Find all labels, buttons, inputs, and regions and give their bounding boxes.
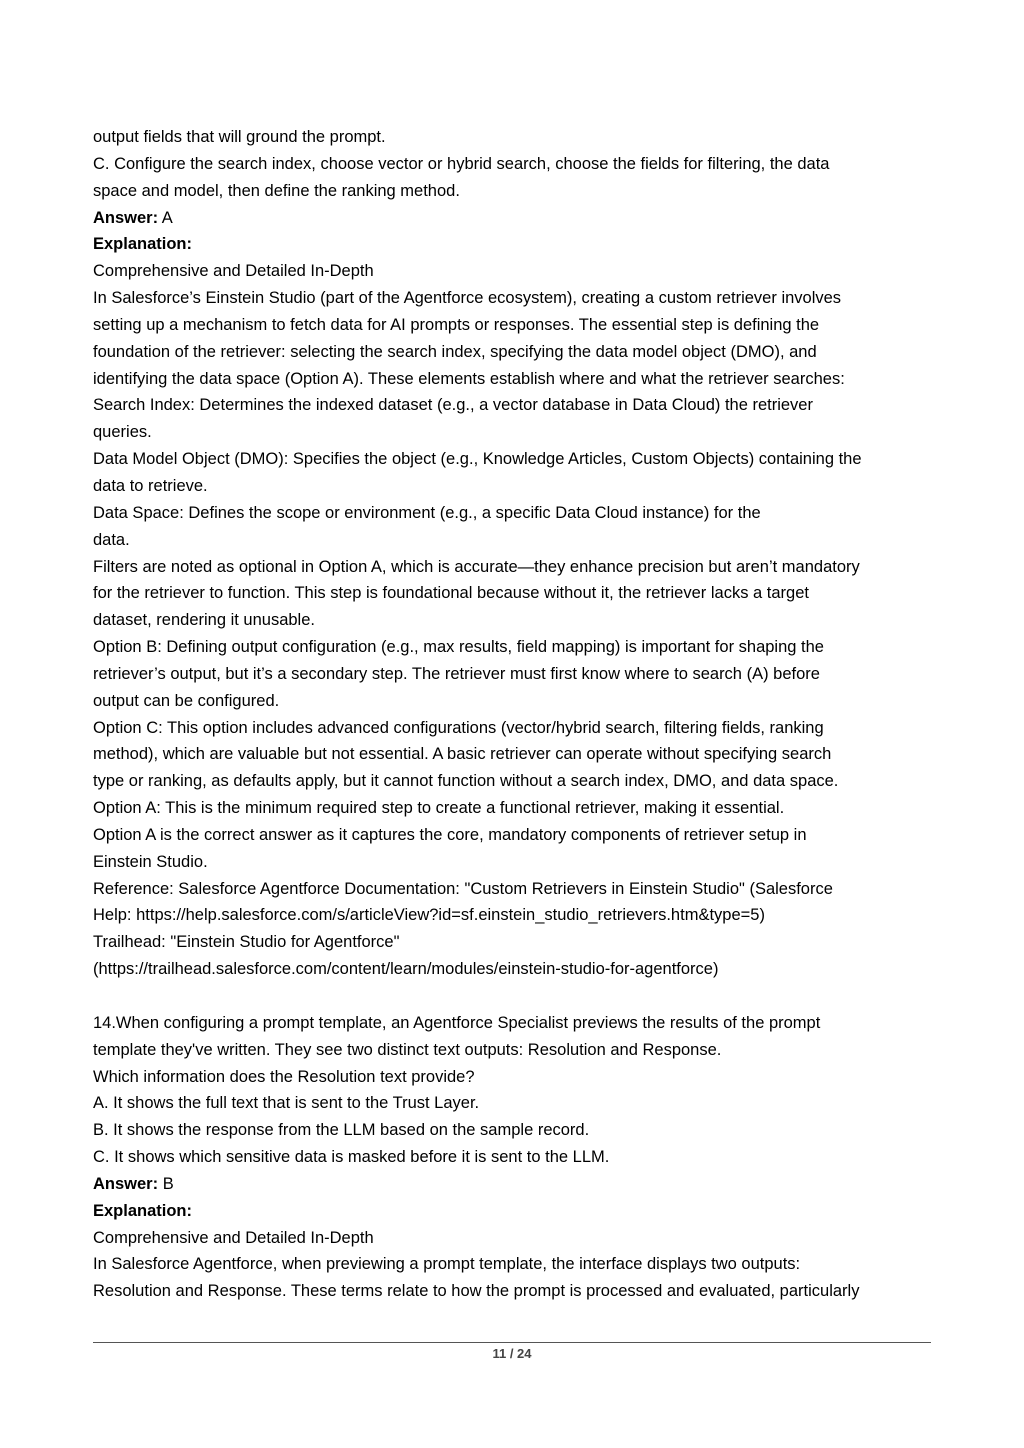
explanation-line: In Salesforce’s Einstein Studio (part of the Agentforce ecosystem), creating a custom retriever involves [93, 289, 842, 308]
reference-line: Trailhead: "Einstein Studio for Agentforce" [93, 933, 400, 952]
option-text-line: output fields that will ground the prompt. [93, 128, 386, 146]
footer-divider [93, 1342, 931, 1343]
option-text-line: space and model, then define the ranking method. [93, 181, 460, 200]
explanation-line: retriever’s output, but it’s a secondary step. The retriever must first know where to search (A) before [93, 664, 820, 683]
explanation-line: data. [93, 530, 130, 549]
spacer [93, 983, 943, 1010]
explanation-line: Resolution and Response. These terms relate to how the prompt is processed and evaluated, particularly [93, 1282, 860, 1301]
explanation-line: dataset, rendering it unusable. [93, 611, 315, 630]
answer-label: Answer: [93, 1174, 159, 1193]
explanation-line: Comprehensive and Detailed In-Depth [93, 262, 374, 281]
explanation-line: Einstein Studio. [93, 852, 208, 871]
explanation-line: Option B: Defining output configuration (e.g., max results, field mapping) is important for shaping the [93, 638, 824, 657]
explanation-line: type or ranking, as defaults apply, but it cannot function without a search index, DMO, and data space. [93, 772, 839, 791]
option-text-line: C. Configure the search index, choose vector or hybrid search, choose the fields for filtering, the data [93, 154, 830, 173]
explanation-line: Option A: This is the minimum required step to create a functional retriever, making it essential. [93, 799, 785, 818]
document-body [93, 124, 943, 1305]
explanation-line: output can be configured. [93, 691, 280, 710]
question-line: 14.When configuring a prompt template, an Agentforce Specialist previews the results of the prompt [93, 1013, 821, 1032]
answer-label: Answer: [93, 208, 159, 227]
question-line: template they've written. They see two distinct text outputs: Resolution and Response. [93, 1040, 722, 1059]
question-line: Which information does the Resolution text provide? [93, 1067, 475, 1086]
reference-line: Reference: Salesforce Agentforce Documentation: "Custom Retrievers in Einstein Studio" (Salesforce [93, 879, 833, 898]
explanation-line: setting up a mechanism to fetch data for AI prompts or responses. The essential step is defining the [93, 315, 820, 334]
answer-value: B [158, 1174, 174, 1193]
answer-line [93, 205, 943, 232]
explanation-line: queries. [93, 423, 152, 442]
answer-value: A [158, 208, 173, 227]
explanation-line: Option C: This option includes advanced configurations (vector/hybrid search, filtering fields, ranking [93, 718, 824, 737]
explanation-line: method), which are valuable but not essential. A basic retriever can operate without specifying search [93, 745, 832, 764]
explanation-line: Comprehensive and Detailed In-Depth [93, 1228, 374, 1247]
explanation-line: foundation of the retriever: selecting the search index, specifying the data model object (DMO), and [93, 342, 817, 361]
explanation-line: In Salesforce Agentforce, when previewing a prompt template, the interface displays two outputs: [93, 1255, 801, 1274]
explanation-line: Search Index: Determines the indexed dataset (e.g., a vector database in Data Cloud) the retriever [93, 396, 813, 415]
explanation-line: identifying the data space (Option A). These elements establish where and what the retriever searches: [93, 369, 845, 388]
explanation-line: data to retrieve. [93, 476, 208, 495]
option-c: C. It shows which sensitive data is masked before it is sent to the LLM. [93, 1148, 610, 1167]
page-number: 11 / 24 [492, 1346, 532, 1361]
reference-line: Help: https://help.salesforce.com/s/articleView?id=sf.einstein_studio_retrievers.htm&type=5) [93, 906, 765, 925]
explanation-line: Data Model Object (DMO): Specifies the object (e.g., Knowledge Articles, Custom Objects) containing the [93, 450, 862, 469]
option-b: B. It shows the response from the LLM based on the sample record. [93, 1121, 590, 1140]
explanation-line: Filters are noted as optional in Option A, which is accurate—they enhance precision but aren’t mandatory [93, 557, 860, 576]
explanation-line: Data Space: Defines the scope or environment (e.g., a specific Data Cloud instance) for the [93, 503, 761, 522]
reference-line: (https://trailhead.salesforce.com/content/learn/modules/einstein-studio-for-agentforce) [93, 960, 719, 979]
explanation-line: Option A is the correct answer as it captures the core, mandatory components of retriever setup in [93, 825, 807, 844]
answer-line [93, 1171, 943, 1198]
option-a: A. It shows the full text that is sent to the Trust Layer. [93, 1094, 480, 1113]
explanation-line: for the retriever to function. This step is foundational because without it, the retriever lacks a target [93, 584, 809, 603]
explanation-label: Explanation: [93, 1201, 193, 1220]
explanation-label: Explanation: [93, 235, 193, 254]
